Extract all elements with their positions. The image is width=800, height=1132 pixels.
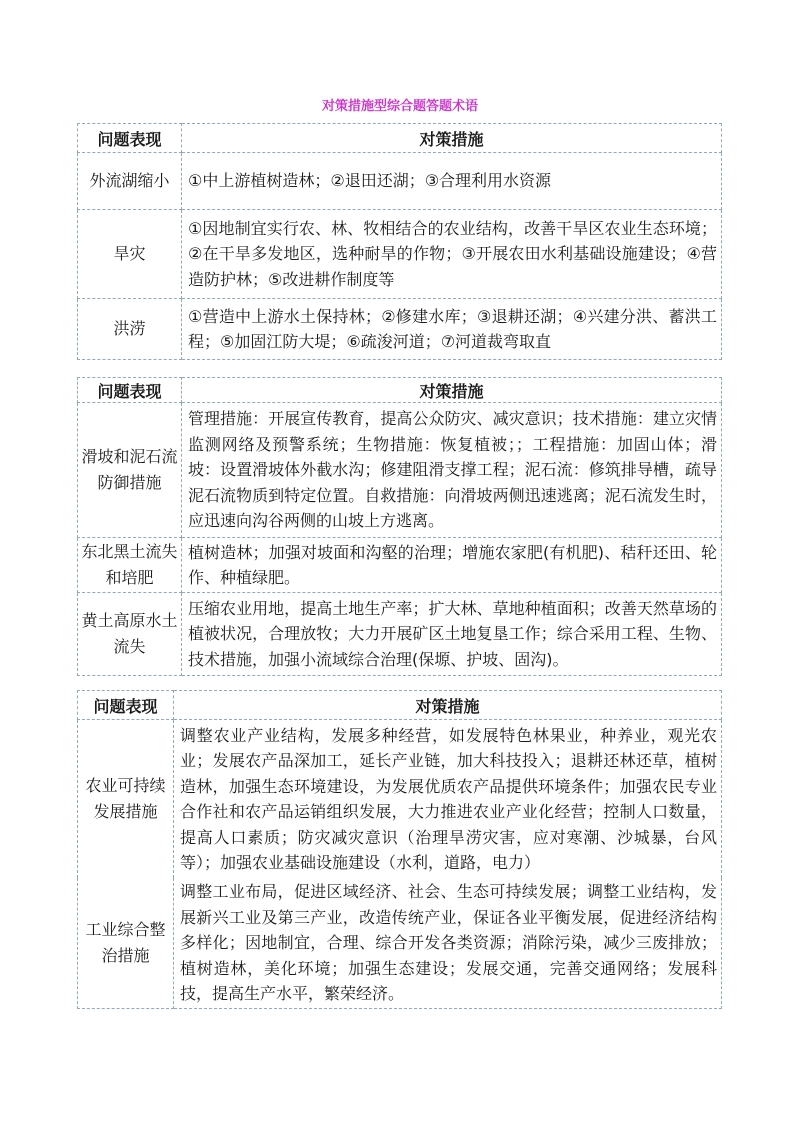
measure-cell: 压缩农业用地，提高土地生产率；扩大林、草地种植面积；改善天然草场的植被状况，合理放牧；大力开展矿区土地复垦工作；综合采用工程、生物、技术措施，加强小流域综合治理(保塬、护坡、固沟)。 <box>182 593 722 676</box>
table-row <box>78 878 722 1009</box>
table-row <box>78 593 722 676</box>
header-measure: 对策措施 <box>182 124 722 153</box>
problem-cell: 东北黑土流失和培肥 <box>78 538 182 593</box>
header-measure: 对策措施 <box>174 691 722 720</box>
problem-cell: 工业综合整治措施 <box>78 878 174 1009</box>
measure-cell: 调整工业布局，促进区域经济、社会、生态可持续发展；调整工业结构，发展新兴工业及第三产业，改造传统产业，保证各业平衡发展，促进经济结构多样化；因地制宜，合理、综合开发各类资源；消除污染，减少三废排放；植树造林，美化环境；加强生态建设；发展交通，完善交通网络；发展科技，提高生产水平，繁荣经济。 <box>174 878 722 1009</box>
header-measure: 对策措施 <box>182 378 722 403</box>
problem-cell: 旱灾 <box>78 210 182 299</box>
table-row <box>78 538 722 593</box>
page-title: 对策措施型综合题答题术语 <box>321 99 478 114</box>
measure-cell: 植树造林；加强对坡面和沟壑的治理；增施农家肥(有机肥)、秸秆还田、轮作、种植绿肥。 <box>182 538 722 593</box>
problem-cell: 外流湖缩小 <box>78 153 182 210</box>
measure-cell: ①中上游植树造林；②退田还湖；③合理利用水资源 <box>182 153 722 210</box>
measures-table-2 <box>77 377 722 676</box>
table-row <box>78 153 722 210</box>
table-row <box>78 403 722 538</box>
measures-table-3 <box>77 690 722 1009</box>
problem-cell: 农业可持续发展措施 <box>78 720 174 879</box>
header-problem: 问题表现 <box>78 691 174 720</box>
table-header-row <box>78 124 722 153</box>
problem-cell: 滑坡和泥石流防御措施 <box>78 403 182 538</box>
table-row <box>78 720 722 879</box>
measure-cell: 调整农业产业结构，发展多种经营，如发展特色林果业，种养业，观光农业；发展农产品深加工，延长产业链，加大科技投入；退耕还林还草，植树造林，加强生态环境建设，为发展优质农产品提供环境条件；加强农民专业合作社和农产品运销组织发展，大力推进农业产业化经营；控制人口数量，提高人口素质；防灾减灾意识（治理旱涝灾害，应对寒潮、沙城暴，台风等）；加强农业基础设施建设（水利，道路，电力） <box>174 720 722 879</box>
measure-cell: ①因地制宜实行农、林、牧相结合的农业结构，改善干旱区农业生态环境；②在干旱多发地区，选种耐旱的作物；③开展农田水利基础设施建设；④营造防护林；⑤改进耕作制度等 <box>182 210 722 299</box>
problem-cell: 洪涝 <box>78 299 182 360</box>
table-header-row <box>78 691 722 720</box>
measures-table-1 <box>77 123 722 360</box>
measure-cell: ①营造中上游水土保持林；②修建水库；③退耕还湖；④兴建分洪、蓄洪工程；⑤加固江防大堤；⑥疏浚河道；⑦河道裁弯取直 <box>182 299 722 360</box>
problem-cell: 黄土高原水土流失 <box>78 593 182 676</box>
table-row <box>78 210 722 299</box>
header-problem: 问题表现 <box>78 378 182 403</box>
header-problem: 问题表现 <box>78 124 182 153</box>
measure-cell: 管理措施：开展宣传教育，提高公众防灾、减灾意识；技术措施：建立灾情监测网络及预警系统；生物措施：恢复植被；；工程措施：加固山体；滑坡：设置滑坡体外截水沟；修建阻滑支撑工程；泥石流：修筑排导槽，疏导泥石流物质到特定位置。自救措施：向滑坡两侧迅速逃离；泥石流发生时，应迅速向沟谷两侧的山坡上方逃离。 <box>182 403 722 538</box>
table-header-row <box>78 378 722 403</box>
table-row <box>78 299 722 360</box>
